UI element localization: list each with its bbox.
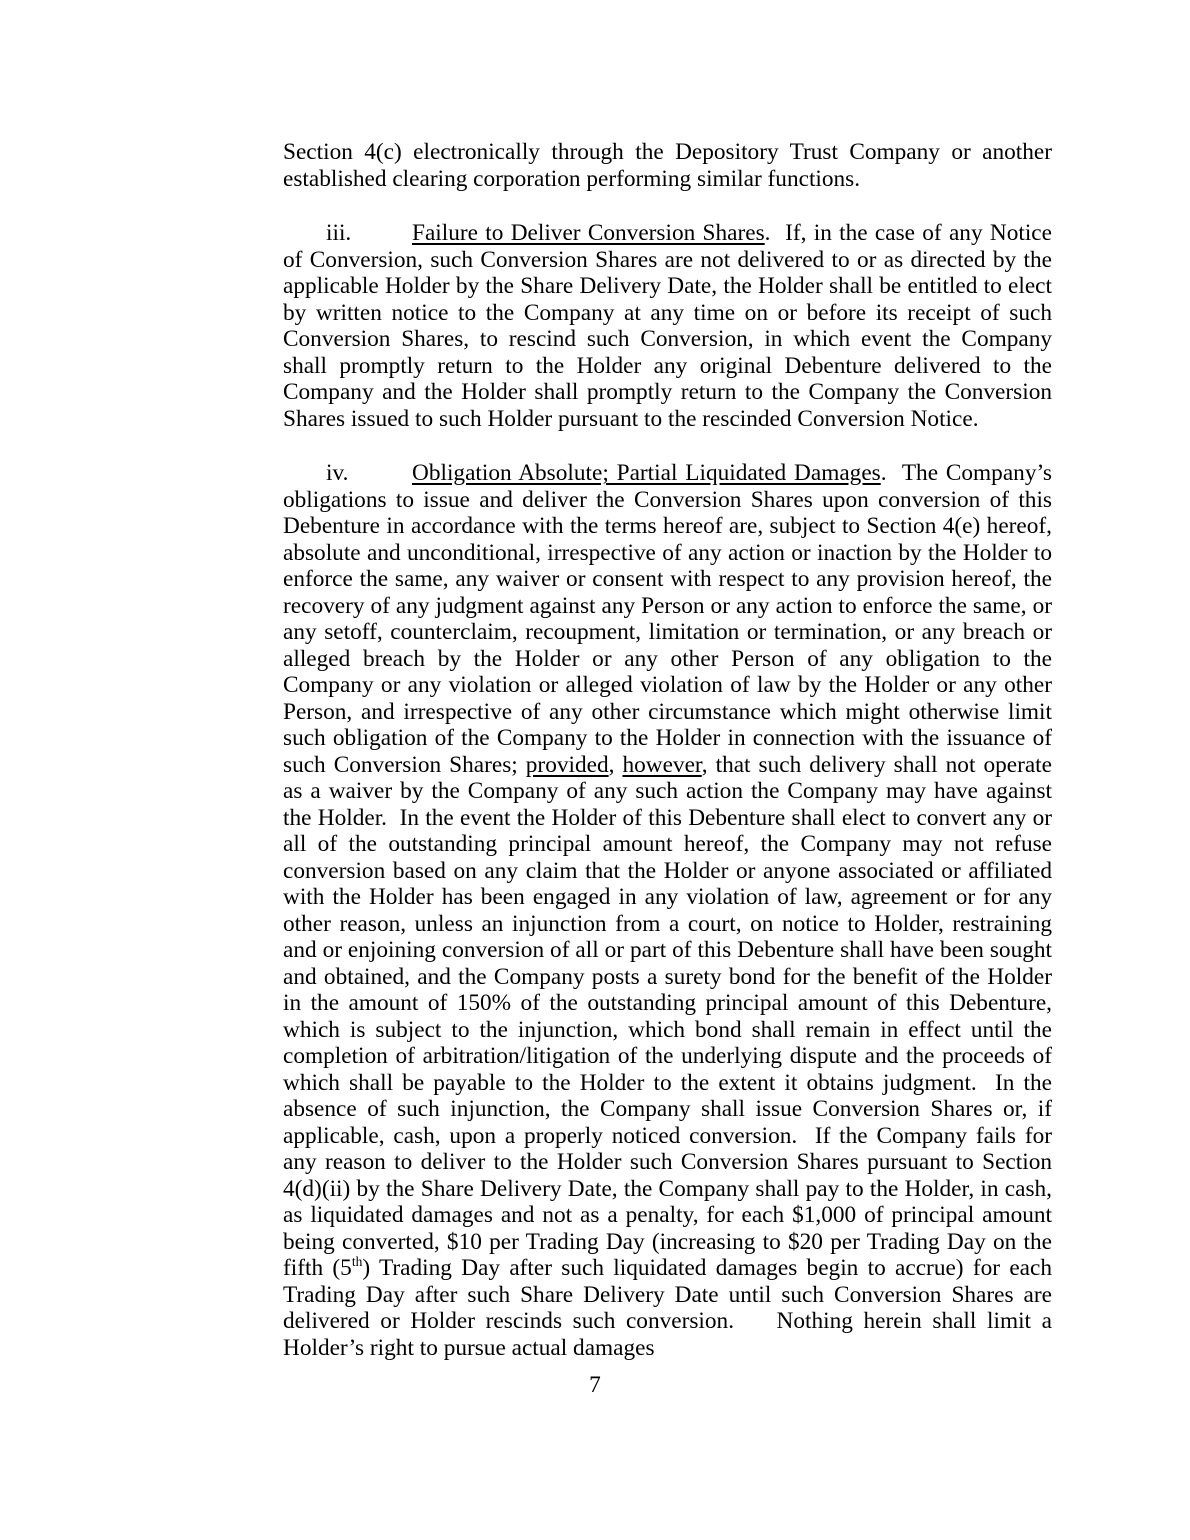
section-heading-obligation-absolute: Obligation Absolute; Partial Liquidated Damages [412, 460, 881, 486]
paragraph-iii [283, 220, 1052, 432]
paragraph-continuation [283, 139, 1052, 192]
list-marker-iv: iv. [326, 460, 349, 486]
ordinal-superscript: th [351, 1254, 363, 1270]
paragraph-text: , that such delivery shall not operate as a waiver by the Company of any such action the Company may have against the Holder. In the event the Holder of this Debenture shall elect to convert any or all of the outstanding principal amount hereof, the Company may not refuse conversion based on any claim that the Holder or anyone associated or affiliated with the Holder has been engaged in any violation of law, agreement or for any other reason, unless an injunction from a court, on notice to Holder, restraining and or enjoining conversion of all or part of this Debenture shall have been sought and obtained, and the Company posts a surety bond for the benefit of the Holder in the amount of 150% of the outstanding principal amount of this Debenture, which is subject to the injunction, which bond shall remain in effect until the completion of arbitration/litigation of the underlying dispute and the proceeds of which shall be payable to the Holder to the extent it obtains judgment. In the absence of such injunction, the Company shall issue Conversion Shares or, if applicable, cash, upon a properly noticed conversion. If the Company fails for any reason to deliver to the Holder such Conversion Shares pursuant to Section 4(d)(ii) by the Share Delivery Date, the Company shall pay to the Holder, in cash, as liquidated damages and not as a penalty, for each $1,000 of principal amount being converted, $10 per Trading Day (increasing to $20 per Trading Day on the fifth (5 [283, 751, 1052, 1281]
page-number: 7 [589, 1372, 601, 1398]
page-content [283, 139, 1052, 1389]
paragraph-text: , [608, 751, 623, 778]
paragraph-text: Section 4(c) electronically through the Depository Trust Company or another established clearing corporation performing similar functions. [283, 139, 1052, 192]
defined-term-however: however [622, 751, 702, 778]
section-heading-failure-to-deliver: Failure to Deliver Conversion Shares [412, 220, 765, 246]
defined-term-provided: provided [525, 751, 609, 778]
paragraph-text: . If, in the case of any Notice of Conversion, such Conversion Shares are not delivered to or as directed by the applicable Holder by the Share Delivery Date, the Holder shall be entitled to elect by written notice to the Company at any time on or before its receipt of such Conversion Shares, to rescind such Conversion, in which event the Company shall promptly return to the Holder any original Debenture delivered to the Company and the Holder shall promptly return to the Company the Conversion Shares issued to such Holder pursuant to the rescinded Conversion Notice. [283, 220, 1052, 432]
paragraph-text: ) Trading Day after such liquidated damages begin to accrue) for each Trading Day after such Share Delivery Date until such Conversion Shares are delivered or Holder rescinds such conversion. Nothing herein shall limit a Holder’s right to pursue actual damages [283, 1255, 1052, 1361]
paragraph-text: . The Company’s obligations to issue and deliver the Conversion Shares upon conversion of this Debenture in accordance with the terms hereof are, subject to Section 4(e) hereof, absolute and unconditional, irrespective of any action or inaction by the Holder to enforce the same, any waiver or consent with respect to any provision hereof, the recovery of any judgment against any Person or any action to enforce the same, or any setoff, counterclaim, recoupment, limitation or termination, or any breach or alleged breach by the Holder or any other Person of any obligation to the Company or any violation or alleged violation of law by the Holder or any other Person, and irrespective of any other circumstance which might otherwise limit such obligation of the Company to the Holder in connection with the issuance of such Conversion Shares; [283, 460, 1053, 778]
paragraph-iv [283, 460, 1052, 1361]
page-footer [0, 1372, 1190, 1399]
list-marker-iii: iii. [326, 220, 352, 246]
